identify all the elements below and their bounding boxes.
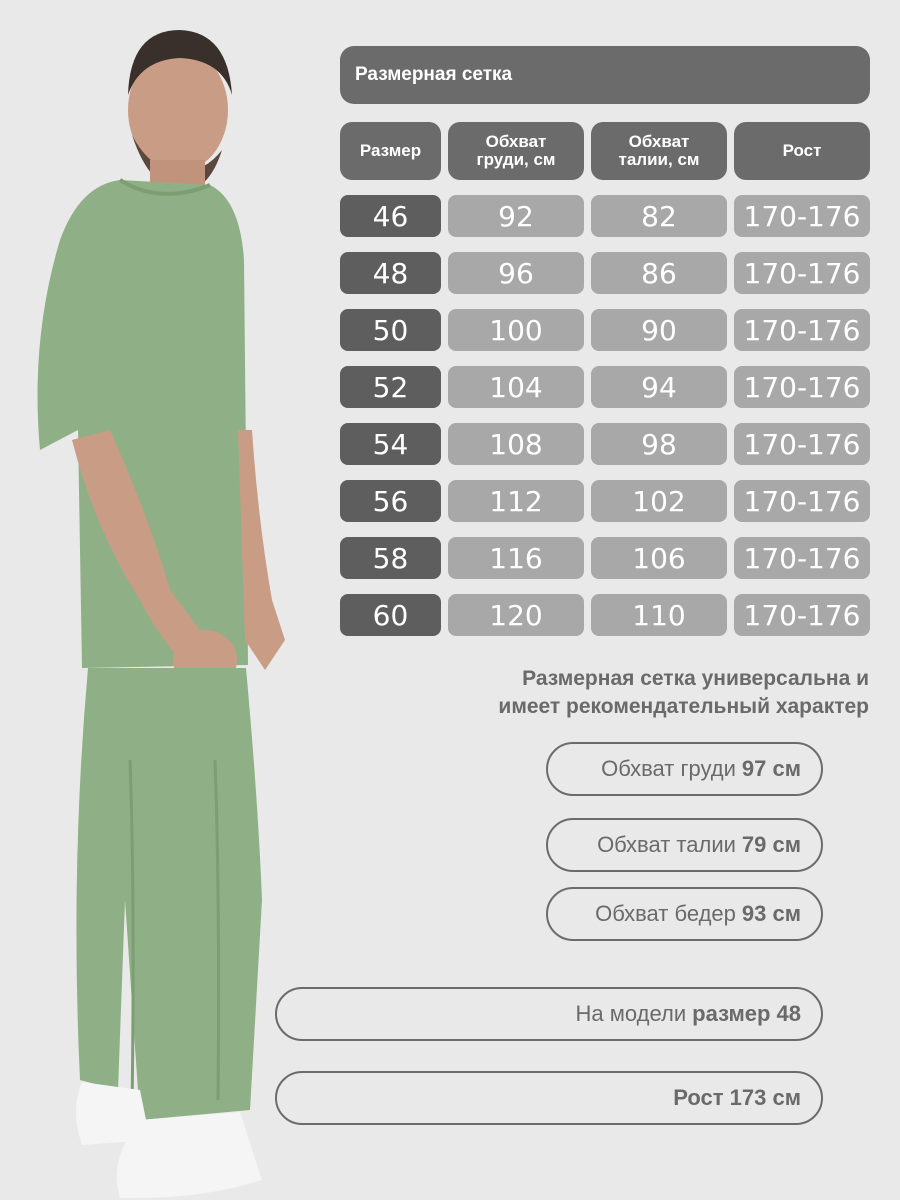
model-size-value: размер 48	[692, 1001, 801, 1026]
header-height	[734, 122, 870, 180]
cell-height: 170-176	[734, 537, 870, 579]
cell-waist: 90	[591, 309, 727, 351]
table-row	[0, 252, 900, 294]
cell-chest: 116	[448, 537, 584, 579]
header-height-label: Рост	[782, 141, 822, 160]
cell-height: 170-176	[734, 309, 870, 351]
cell-chest: 100	[448, 309, 584, 351]
hips-measurement-label: Обхват бедер	[595, 901, 736, 926]
header-chest	[448, 122, 584, 180]
cell-size: 50	[340, 309, 441, 351]
note-line2: имеет рекомендательный характер	[498, 695, 869, 718]
cell-size: 56	[340, 480, 441, 522]
cell-size: 60	[340, 594, 441, 636]
table-row	[0, 537, 900, 579]
chest-measurement-pill	[546, 742, 823, 796]
cell-height: 170-176	[734, 366, 870, 408]
disclaimer-note	[389, 665, 869, 721]
waist-measurement-value: 79 см	[741, 832, 801, 857]
cell-chest: 92	[448, 195, 584, 237]
cell-height: 170-176	[734, 195, 870, 237]
cell-height: 170-176	[734, 594, 870, 636]
cell-chest: 104	[448, 366, 584, 408]
header-size	[340, 122, 441, 180]
cell-waist: 102	[591, 480, 727, 522]
header-waist-label	[619, 133, 700, 169]
cell-waist: 98	[591, 423, 727, 465]
cell-size: 46	[340, 195, 441, 237]
cell-chest: 120	[448, 594, 584, 636]
table-row	[0, 594, 900, 636]
table-row	[0, 480, 900, 522]
model-height-pill	[275, 1071, 823, 1125]
table-row	[0, 366, 900, 408]
header-waist	[591, 122, 727, 180]
header-chest-line2: груди, см	[476, 150, 556, 169]
header-size-label: Размер	[359, 141, 422, 160]
cell-waist: 94	[591, 366, 727, 408]
table-row	[0, 195, 900, 237]
chest-measurement-value: 97 см	[741, 756, 801, 781]
cell-waist: 82	[591, 195, 727, 237]
header-waist-line1: Обхват	[628, 132, 690, 151]
cell-waist: 86	[591, 252, 727, 294]
waist-measurement-label: Обхват талии	[597, 832, 736, 857]
cell-chest: 96	[448, 252, 584, 294]
header-waist-line2: талии, см	[618, 150, 700, 169]
model-size-pill	[275, 987, 823, 1041]
model-size-label: На модели	[575, 1001, 687, 1026]
cell-chest: 108	[448, 423, 584, 465]
header-chest-label	[477, 133, 556, 169]
table-row	[0, 309, 900, 351]
model-height-value: Рост 173 см	[673, 1085, 801, 1110]
note-line1: Размерная сетка универсальна и	[522, 667, 869, 690]
cell-size: 54	[340, 423, 441, 465]
header-chest-line1: Обхват	[485, 132, 547, 151]
cell-height: 170-176	[734, 423, 870, 465]
cell-size: 48	[340, 252, 441, 294]
cell-size: 58	[340, 537, 441, 579]
cell-chest: 112	[448, 480, 584, 522]
hips-measurement-pill	[546, 887, 823, 941]
cell-size: 52	[340, 366, 441, 408]
table-row	[0, 423, 900, 465]
cell-height: 170-176	[734, 252, 870, 294]
size-chart-title: Размерная сетка	[340, 46, 870, 104]
cell-waist: 106	[591, 537, 727, 579]
chest-measurement-label: Обхват груди	[601, 756, 736, 781]
cell-waist: 110	[591, 594, 727, 636]
waist-measurement-pill	[546, 818, 823, 872]
cell-height: 170-176	[734, 480, 870, 522]
hips-measurement-value: 93 см	[741, 901, 801, 926]
